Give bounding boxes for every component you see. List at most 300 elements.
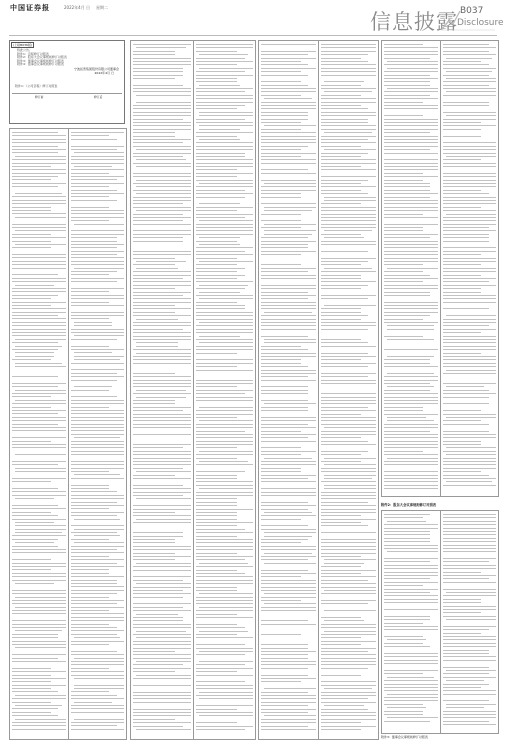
text-line: [136, 268, 178, 269]
text-line: [12, 549, 66, 550]
text-line: [384, 251, 438, 252]
text-line: [71, 332, 124, 333]
text-line: [12, 163, 66, 164]
text-line: [12, 715, 58, 716]
text-line: [15, 390, 66, 391]
text-line: [443, 565, 496, 566]
text-line: [384, 217, 438, 218]
text-line: [261, 237, 308, 238]
text-line: [384, 599, 438, 600]
text-line: [384, 132, 430, 133]
text-line: [133, 295, 183, 296]
text-line: [321, 85, 361, 86]
text-line: [196, 532, 253, 533]
text-line: [196, 495, 253, 496]
text-line: [196, 169, 237, 170]
text-line: [136, 729, 191, 730]
text-line: [261, 393, 308, 394]
text-line: [12, 729, 66, 730]
text-line: [443, 75, 489, 76]
text-line: [133, 315, 191, 316]
text-line: [443, 251, 496, 252]
text-line: [261, 671, 316, 672]
text-line: [443, 717, 496, 718]
text-line: [196, 268, 245, 269]
text-line: [71, 274, 109, 275]
text-line: [12, 278, 66, 279]
text-line: [71, 220, 109, 221]
text-line: [446, 91, 496, 92]
text-line: [133, 709, 191, 710]
text-line: [196, 641, 253, 642]
text-line: [261, 600, 301, 601]
text-line: [196, 44, 253, 45]
text-line: [196, 709, 237, 710]
text-line: [321, 637, 361, 638]
text-line: [321, 169, 376, 170]
text-line: [446, 139, 496, 140]
text-line: [199, 715, 253, 716]
text-line: [384, 285, 438, 286]
text-line: [71, 400, 124, 401]
text-line: [199, 451, 253, 452]
text-line: [199, 203, 240, 204]
text-line: [71, 559, 124, 560]
text-line: [443, 102, 489, 103]
text-line: [74, 637, 120, 638]
text-line: [12, 613, 66, 614]
text-line: [443, 166, 496, 167]
text-line: [196, 719, 253, 720]
text-line: [261, 400, 308, 401]
text-line: [133, 122, 191, 123]
text-line: [443, 541, 496, 542]
text-line: [321, 685, 376, 686]
text-line: [443, 393, 496, 394]
text-line: [384, 312, 438, 313]
text-line: [384, 441, 438, 442]
text-line: [324, 485, 376, 486]
text-line: [264, 603, 316, 604]
text-line: [196, 573, 245, 574]
text-line: [12, 308, 66, 309]
text-line: [261, 75, 308, 76]
text-line: [321, 261, 368, 262]
text-line: [321, 153, 368, 154]
text-line: [12, 569, 51, 570]
text-line: [384, 146, 438, 147]
text-line: [71, 607, 124, 608]
text-line: [261, 241, 316, 242]
text-line: [133, 407, 191, 408]
text-line: [324, 563, 364, 564]
text-line: [71, 691, 109, 692]
text-line: [384, 353, 438, 354]
text-line: [12, 478, 66, 479]
text-line: [71, 515, 117, 516]
text-line: [261, 186, 316, 187]
text-line: [443, 278, 496, 279]
text-line: [133, 658, 191, 659]
text-line: [261, 353, 316, 354]
column-2: [130, 40, 254, 740]
text-line: [384, 169, 438, 170]
text-line: [321, 481, 376, 482]
text-line: [321, 227, 376, 228]
text-line: [443, 711, 496, 712]
text-line: [264, 403, 316, 404]
text-line: [196, 664, 245, 665]
text-line: [133, 288, 175, 289]
text-line: [384, 444, 438, 445]
text-line: [12, 708, 58, 709]
text-line: [321, 122, 368, 123]
text-line: [261, 315, 316, 316]
text-line: [443, 677, 496, 678]
text-line: [199, 139, 240, 140]
text-line: [71, 291, 109, 292]
text-line: [443, 589, 496, 590]
text-line: [443, 724, 496, 725]
text-line: [443, 227, 489, 228]
text-line: [196, 142, 253, 143]
text-line: [261, 227, 301, 228]
text-line: [261, 539, 308, 540]
text-line: [133, 230, 191, 231]
text-line: [387, 88, 438, 89]
text-line: [71, 420, 124, 421]
text-line: [261, 624, 316, 625]
text-line: [384, 193, 438, 194]
text-line: [321, 193, 368, 194]
text-line: [261, 702, 316, 703]
text-line: [12, 620, 66, 621]
text-line: [196, 458, 237, 459]
text-line: [321, 400, 376, 401]
text-line: [384, 478, 438, 479]
text-line: [384, 424, 438, 425]
text-line: [71, 512, 124, 513]
text-line: [196, 431, 245, 432]
text-line: [71, 488, 109, 489]
text-line: [71, 346, 109, 347]
text-line: [261, 590, 316, 591]
text-line: [12, 186, 58, 187]
text-line: [71, 546, 124, 547]
text-line: [384, 380, 438, 381]
text-line: [261, 692, 308, 693]
text-line: [443, 47, 496, 48]
text-line: [71, 712, 124, 713]
table-col-after: [443, 44, 496, 492]
text-line: [324, 427, 376, 428]
text-line: [15, 542, 54, 543]
text-line: [321, 678, 376, 679]
text-line: [196, 620, 253, 621]
text-line: [12, 681, 51, 682]
text-line: [12, 437, 66, 438]
text-line: [133, 458, 191, 459]
text-line: [384, 180, 423, 181]
divider: [12, 93, 122, 94]
text-line: [321, 600, 376, 601]
text-line: [12, 179, 51, 180]
text-line: [71, 179, 117, 180]
text-line: [71, 600, 124, 601]
text-line: [12, 417, 66, 418]
text-line: [15, 156, 66, 157]
text-line: [443, 210, 496, 211]
text-line: [199, 112, 253, 113]
text-line: [71, 505, 124, 506]
text-line: [261, 614, 316, 615]
text-line: [261, 634, 301, 635]
text-line: [71, 298, 124, 299]
text-line: [12, 410, 66, 411]
text-line: [74, 688, 124, 689]
text-line: [71, 695, 117, 696]
text-line: [196, 559, 245, 560]
text-line: [133, 254, 191, 255]
text-line: [321, 203, 361, 204]
text-line: [261, 129, 301, 130]
text-line: [196, 441, 253, 442]
notice-line: 附件1：章程修订对照表: [17, 51, 49, 56]
text-line: [196, 454, 253, 455]
text-line: [321, 461, 361, 462]
text-line: [384, 488, 438, 489]
text-line: [321, 624, 376, 625]
text-line: [321, 532, 376, 533]
text-line: [71, 458, 124, 459]
text-line: [261, 295, 316, 296]
text-line: [324, 458, 376, 459]
text-line: [12, 254, 66, 255]
text-line: [387, 112, 438, 113]
text-line: [443, 461, 496, 462]
text-line: [261, 112, 308, 113]
text-line: [387, 420, 433, 421]
text-line: [321, 258, 376, 259]
text-line: [443, 98, 496, 99]
text-line: [71, 481, 124, 482]
table-col-before: [261, 44, 316, 732]
text-line: [443, 186, 496, 187]
text-line: [196, 197, 245, 198]
text-line: [261, 373, 316, 374]
text-line: [446, 704, 496, 705]
text-line: [71, 641, 124, 642]
text-line: [133, 61, 191, 62]
text-line: [446, 78, 496, 79]
table-divider: [193, 41, 194, 739]
text-line: [71, 556, 109, 557]
text-line: [12, 576, 66, 577]
text-line: [12, 176, 58, 177]
text-line: [321, 47, 376, 48]
text-line: [321, 641, 376, 642]
text-line: [384, 721, 430, 722]
text-line: [384, 342, 438, 343]
text-line: [261, 556, 316, 557]
text-line: [443, 690, 496, 691]
text-line: [384, 292, 430, 293]
text-line: [196, 210, 237, 211]
text-line: [384, 227, 423, 228]
text-line: [133, 570, 191, 571]
text-line: [196, 346, 253, 347]
text-line: [74, 356, 124, 357]
text-line: [196, 105, 245, 106]
text-line: [321, 424, 376, 425]
text-line: [384, 108, 438, 109]
text-line: [261, 349, 308, 350]
text-line: [196, 597, 253, 598]
text-line: [196, 122, 253, 123]
text-line: [321, 68, 376, 69]
text-line: [324, 237, 364, 238]
text-line: [15, 369, 66, 370]
text-line: [321, 359, 361, 360]
table-divider: [68, 129, 69, 739]
text-line: [71, 200, 117, 201]
text-line: [443, 88, 496, 89]
text-line: [261, 149, 301, 150]
text-line: [12, 329, 66, 330]
text-line: [196, 376, 253, 377]
text-line: [443, 376, 496, 377]
text-line: [261, 607, 316, 608]
text-line: [74, 166, 112, 167]
text-line: [12, 434, 66, 435]
text-line: [196, 136, 237, 137]
text-line: [443, 380, 496, 381]
text-line: [74, 519, 120, 520]
text-line: [133, 502, 191, 503]
text-line: [324, 688, 371, 689]
text-line: [199, 593, 253, 594]
text-line: [261, 64, 308, 65]
text-line: [384, 186, 430, 187]
text-line: [443, 322, 496, 323]
text-line: [71, 644, 109, 645]
text-line: [133, 451, 191, 452]
comparison-table: [381, 40, 499, 497]
text-line: [261, 275, 316, 276]
text-line: [384, 383, 430, 384]
text-line: [71, 207, 109, 208]
text-line: [321, 339, 361, 340]
text-line: [71, 576, 124, 577]
text-line: [261, 88, 316, 89]
text-line: [324, 559, 376, 560]
text-line: [196, 227, 253, 228]
text-line: [321, 308, 361, 309]
text-line: [384, 475, 438, 476]
text-line: [321, 536, 376, 537]
text-line: [384, 582, 438, 583]
text-line: [136, 397, 186, 398]
text-line: [196, 447, 237, 448]
text-line: [321, 587, 376, 588]
text-line: [261, 664, 316, 665]
text-line: [443, 346, 496, 347]
text-line: [133, 325, 191, 326]
text-line: [321, 556, 361, 557]
text-line: [443, 403, 489, 404]
text-line: [261, 685, 316, 686]
text-line: [443, 261, 496, 262]
text-line: [196, 400, 253, 401]
text-line: [133, 522, 191, 523]
text-line: [321, 495, 376, 496]
text-line: [261, 180, 316, 181]
text-line: [264, 498, 316, 499]
text-line: [196, 417, 237, 418]
text-line: [321, 166, 361, 167]
text-line: [133, 298, 191, 299]
text-line: [196, 373, 253, 374]
text-line: [196, 75, 253, 76]
text-line: [133, 247, 191, 248]
text-line: [133, 271, 191, 272]
text-line: [71, 675, 124, 676]
column-3: [258, 40, 377, 740]
text-line: [133, 488, 191, 489]
text-line: [384, 298, 438, 299]
text-line: [324, 149, 376, 150]
text-line: [321, 105, 361, 106]
text-line: [15, 217, 66, 218]
text-line: [261, 576, 301, 577]
text-line: [443, 169, 496, 170]
text-line: [196, 359, 253, 360]
text-line: [133, 105, 191, 106]
text-line: [324, 464, 376, 465]
text-line: [384, 247, 438, 248]
text-line: [71, 132, 124, 133]
text-line: [12, 505, 58, 506]
text-line: [71, 305, 124, 306]
text-line: [261, 268, 316, 269]
text-line: [71, 478, 124, 479]
text-line: [321, 349, 376, 350]
text-line: [384, 633, 438, 634]
text-line: [384, 609, 438, 610]
text-line: [321, 224, 376, 225]
text-line: [136, 600, 191, 601]
text-line: [321, 661, 376, 662]
text-line: [261, 285, 316, 286]
text-line: [321, 207, 376, 208]
text-line: [196, 363, 253, 364]
text-line: [196, 654, 245, 655]
text-line: [12, 586, 66, 587]
text-line: [321, 576, 376, 577]
column-4: [381, 40, 497, 740]
text-line: [74, 474, 120, 475]
text-line: [321, 312, 361, 313]
text-line: [71, 251, 124, 252]
text-line: [384, 203, 438, 204]
text-line: [443, 271, 496, 272]
text-line: [196, 556, 253, 557]
text-line: [384, 200, 438, 201]
text-line: [443, 551, 496, 552]
text-line: [136, 353, 191, 354]
text-line: [384, 393, 438, 394]
text-line: [136, 631, 186, 632]
